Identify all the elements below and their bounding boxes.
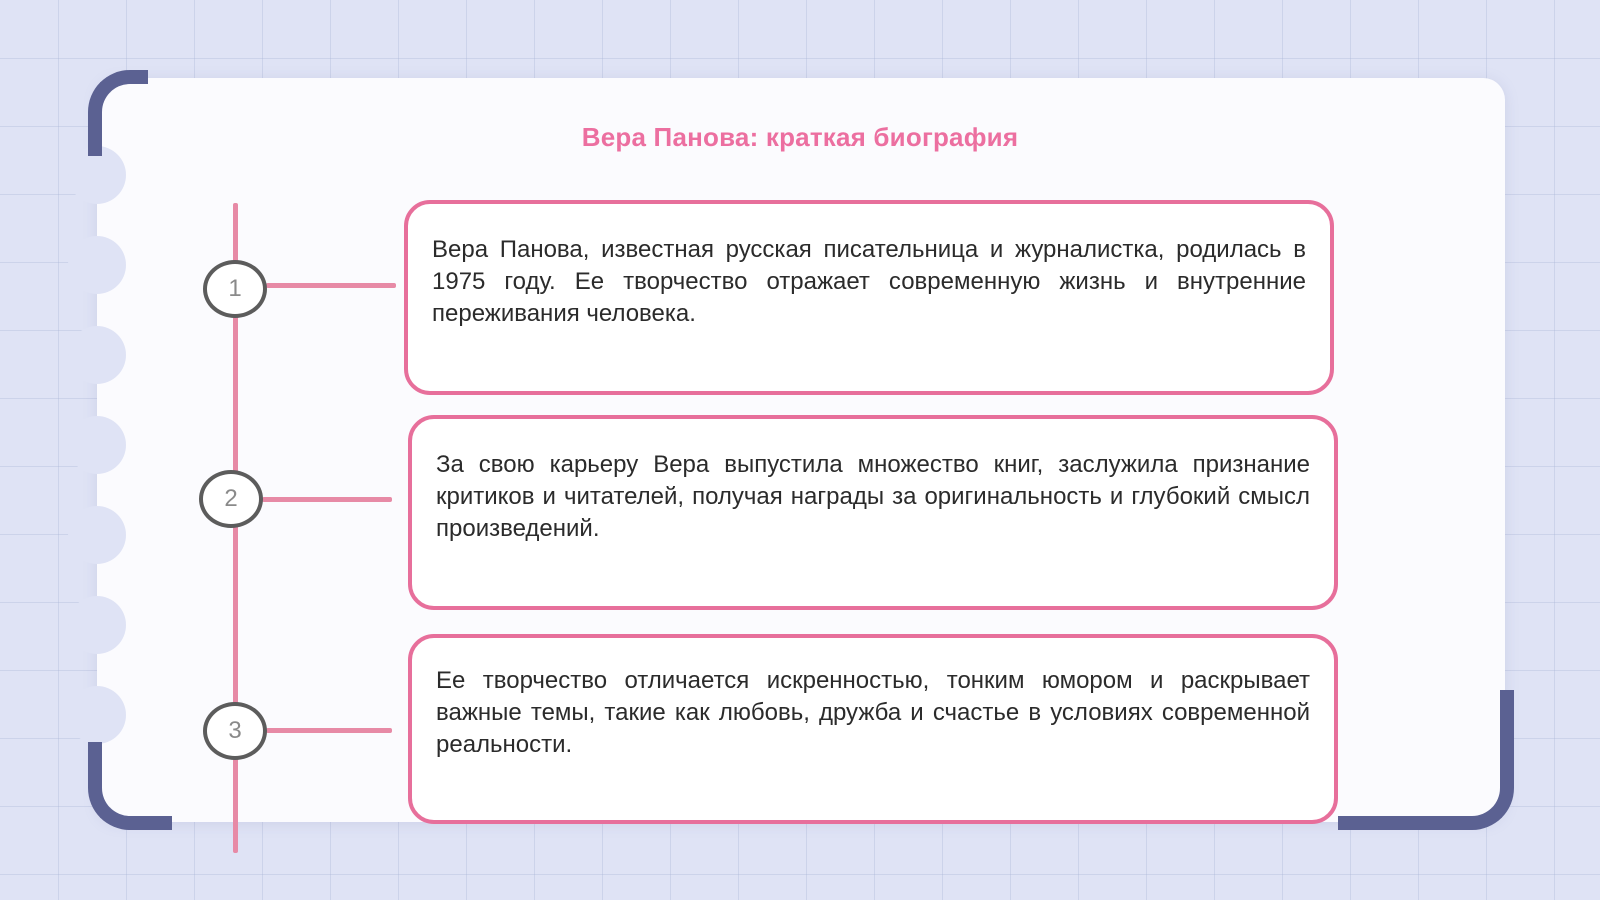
step-number-2: 2 xyxy=(199,470,263,528)
timeline-connector xyxy=(262,497,392,502)
timeline-connector xyxy=(266,728,392,733)
paper-notch xyxy=(68,416,126,474)
paper-notch xyxy=(68,686,126,744)
step-number-1: 1 xyxy=(203,260,267,318)
info-card-2 xyxy=(408,415,1338,610)
paper-notch xyxy=(68,596,126,654)
timeline-connector xyxy=(266,283,396,288)
info-card-text: Ее творчество отличается искренностью, тонким юмором и раскрывает важные темы, такие как любовь, дружба и счастье в условиях современной реальности. xyxy=(436,667,1310,758)
corner-bracket-bottom-right xyxy=(1338,690,1514,830)
paper-notch xyxy=(68,326,126,384)
corner-bracket-bottom-left xyxy=(88,742,172,830)
info-card-3 xyxy=(408,634,1338,824)
step-number-3: 3 xyxy=(203,702,267,760)
info-card-text: За свою карьеру Вера выпустила множество книг, заслужила признание критиков и читателей, получая награды за оригинальность и глубокий смысл произведений. xyxy=(436,450,1310,542)
paper-notch xyxy=(68,506,126,564)
paper-notch xyxy=(68,236,126,294)
slide-title: Вера Панова: краткая биография xyxy=(581,122,1019,152)
info-card-text: Вера Панова, известная русская писательница и журналистка, родилась в 1975 году. Ее творчество отражает современную жизнь и внутренние переживания человека. xyxy=(432,235,1306,327)
info-card-1 xyxy=(404,200,1334,395)
